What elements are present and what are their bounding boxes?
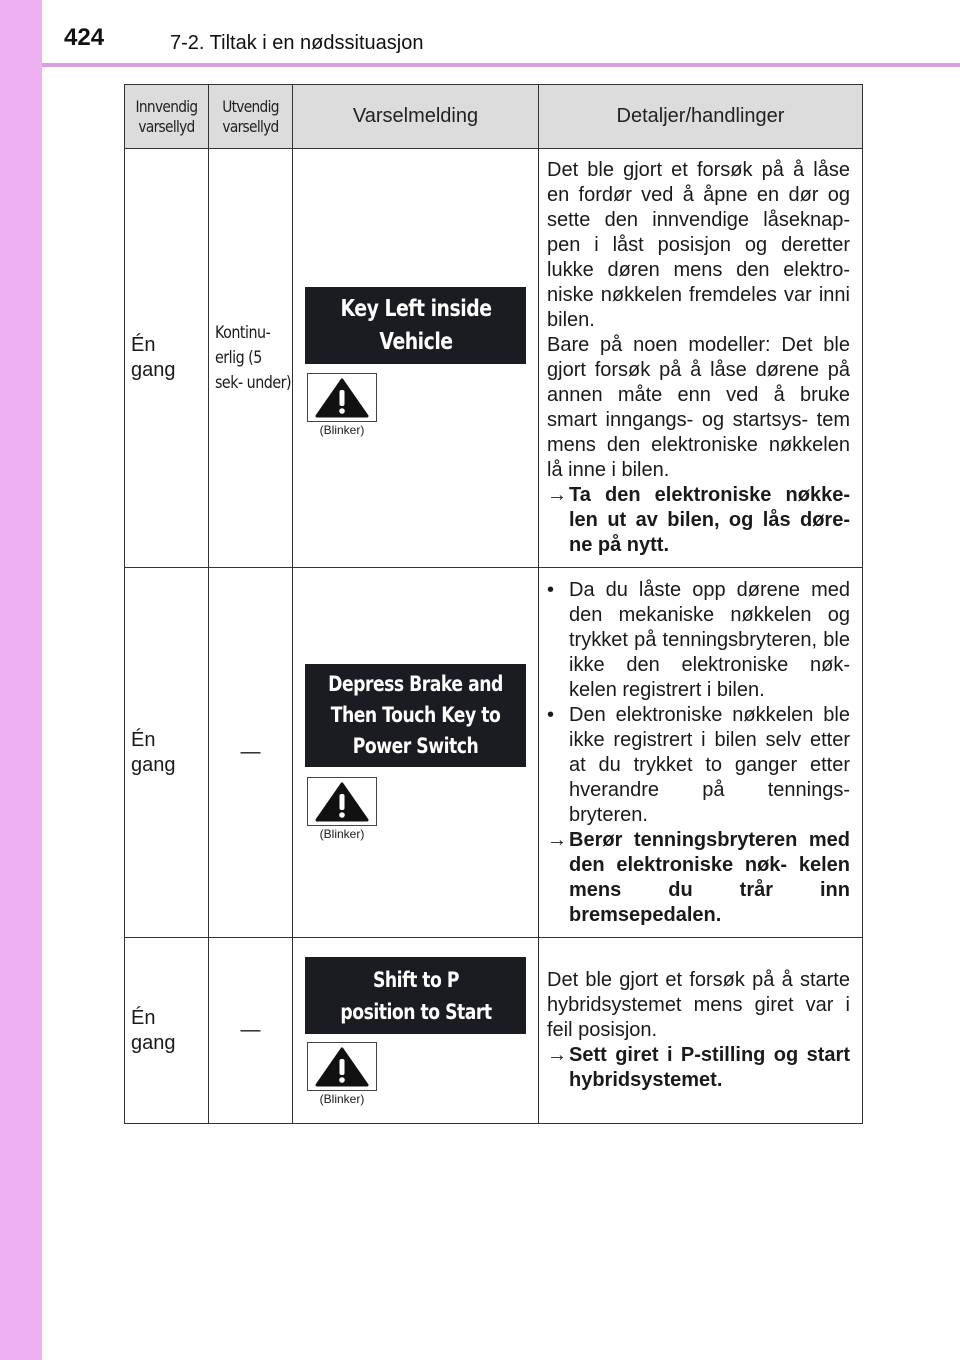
details-cell [539,149,863,568]
display-screen: Depress Brake and Then Touch Key to Power Switch [305,664,526,767]
table-row [125,149,863,568]
action-instruction: → Berør tenningsbryteren med den elektroniske nøk- kelen mens du trår inn bremsepedalen. [547,828,850,926]
table-header-row [125,85,863,149]
warning-triangle-icon [307,1042,377,1091]
interior-sound-cell: Én gang [125,568,209,938]
col-interior-sound: Innvendig varsellyd [125,85,209,149]
bullet-glyph: • [547,578,555,601]
display-screen: Key Left inside Vehicle [305,287,526,364]
col-details: Detaljer/handlinger [539,85,863,149]
detail-paragraph: Bare på noen modeller: Det ble gjort forsøk på å låse dørene på annen måte enn ved å bruke smart inngangs- og startsys- tem mens den elektroniske nøkkelen lå inne i bilen. [547,334,850,481]
detail-bullet: • Den elektroniske nøkkelen ble ikke registrert i bilen selv etter at du trykket to ganger etter hverandre på tennings- bryteren. [547,703,850,826]
action-instruction: → Ta den elektroniske nøkke- len ut av bilen, og lås døre- ne på nytt. [547,484,850,556]
exterior-sound-cell: — [209,568,293,938]
detail-paragraph: Det ble gjort et forsøk på å låse en fordør ved å åpne en dør og sette den innvendige låseknap- pen i låst posisjon og deretter lukke døren mens den elektro- niske nøkkelen fremdeles var inni bilen. [547,159,850,331]
arrow-icon: → [547,1044,567,1066]
exterior-sound-cell: Kontinu- erlig (5 sek- under) [209,149,293,568]
detail-bullet: • Da du låste opp dørene med den mekaniske nøkkelen og trykket på tenningsbryteren, ble ikke den elektroniske nøk- kelen registrert i bilen. [547,578,850,701]
warning-triangle-icon [307,777,377,826]
exterior-sound-cell: — [209,938,293,1124]
blinker-label: (Blinker) [319,827,365,841]
table-row [125,568,863,938]
table-row [125,938,863,1124]
warning-message-cell [293,568,539,938]
header-rule [42,63,960,67]
details-cell [539,568,863,938]
page-number: 424 [64,24,105,51]
page-header [42,0,960,64]
bullet-glyph: • [547,703,555,726]
details-cell [539,938,863,1124]
detail-paragraph: Det ble gjort et forsøk på å starte hybridsystemet mens giret var i feil posisjon. [547,969,850,1041]
arrow-icon: → [547,828,567,851]
warning-triangle-icon [307,373,377,422]
blinker-label: (Blinker) [319,423,365,437]
arrow-icon: → [547,484,567,506]
blinker-label: (Blinker) [319,1092,365,1106]
interior-sound-cell: Én gang [125,149,209,568]
warning-message-cell [293,938,539,1124]
interior-sound-cell: Én gang [125,938,209,1124]
section-side-tab [0,0,42,1360]
section-title: 7-2. Tiltak i en nødssituasjon [170,32,424,54]
display-screen: Shift to P position to Start [305,957,526,1034]
warning-message-cell [293,149,539,568]
warning-table [124,84,863,1124]
action-instruction: → Sett giret i P-stilling og start hybridsystemet. [547,1044,850,1091]
col-warning-message: Varselmelding [293,85,539,149]
col-exterior-sound: Utvendig varsellyd [209,85,293,149]
